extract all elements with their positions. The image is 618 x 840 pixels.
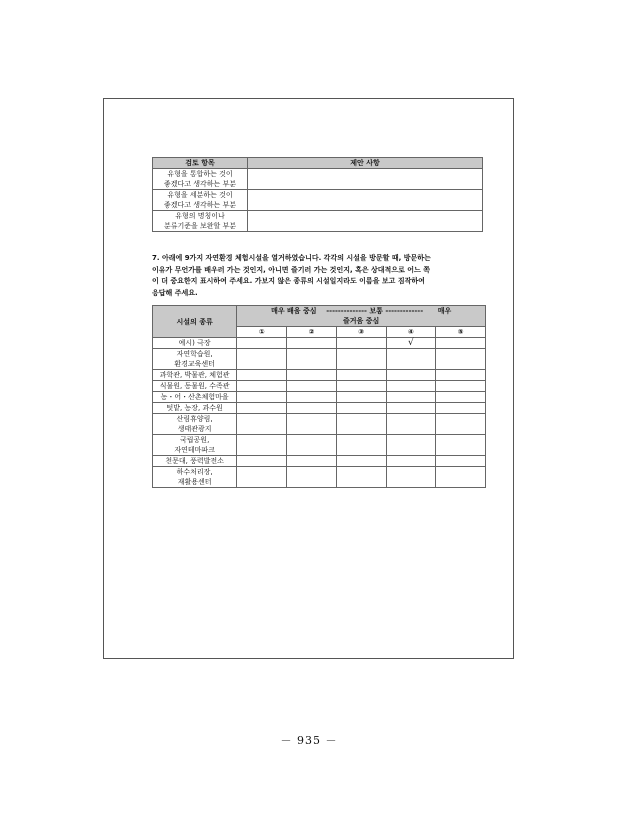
facility-row bbox=[153, 349, 486, 370]
rating-cell-2[interactable] bbox=[287, 403, 337, 414]
facility-row bbox=[153, 381, 486, 392]
facility-name-text: 과학관, 박물관, 체험관 bbox=[159, 371, 230, 379]
review-item-text: 유형을 세분하는 것이 bbox=[167, 191, 233, 199]
rating-cell-1[interactable] bbox=[237, 403, 287, 414]
facility-header-label: 시설의 종류 bbox=[153, 306, 237, 338]
review-item-text: 좋겠다고 생각하는 부분 bbox=[163, 201, 237, 209]
rating-cell-3[interactable] bbox=[336, 414, 386, 435]
facility-row bbox=[153, 414, 486, 435]
rating-cell-3[interactable] bbox=[336, 381, 386, 392]
review-item-cell bbox=[153, 211, 248, 232]
review-header-suggestion: 제안 사항 bbox=[248, 158, 483, 169]
facility-row bbox=[153, 370, 486, 381]
facility-row bbox=[153, 467, 486, 488]
facility-name-text: 하수처리장, bbox=[176, 468, 213, 476]
rating-cell-4[interactable] bbox=[386, 456, 436, 467]
rating-cell-5[interactable] bbox=[436, 414, 486, 435]
scale-line-1: 매우 배움 중심 -------------- 보통 ------------- 매우 bbox=[271, 307, 452, 315]
rating-cell-3[interactable] bbox=[336, 435, 386, 456]
rating-cell-5[interactable] bbox=[436, 435, 486, 456]
rating-cell-4[interactable] bbox=[386, 414, 436, 435]
facility-row bbox=[153, 403, 486, 414]
scale-number-4: ④ bbox=[386, 327, 436, 338]
rating-cell-2[interactable] bbox=[287, 414, 337, 435]
rating-cell-3[interactable] bbox=[336, 456, 386, 467]
rating-cell-2[interactable] bbox=[287, 467, 337, 488]
scale-number-3: ③ bbox=[336, 327, 386, 338]
rating-cell-4[interactable] bbox=[386, 392, 436, 403]
question-line: 7. 아래에 9가지 자연환경 체험시설을 열거하였습니다. 각각의 시설을 방문할 때, 방문하는 bbox=[152, 254, 431, 262]
rating-cell-3[interactable] bbox=[336, 349, 386, 370]
rating-cell-4[interactable] bbox=[386, 349, 436, 370]
facility-row bbox=[153, 456, 486, 467]
rating-cell-4[interactable] bbox=[386, 338, 436, 349]
facility-name-text: 환경교육센터 bbox=[174, 360, 215, 368]
rating-cell-2[interactable] bbox=[287, 435, 337, 456]
facility-name-cell bbox=[153, 370, 237, 381]
scale-number-1: ① bbox=[237, 327, 287, 338]
facility-name-text: 텃밭, 농장, 과수원 bbox=[166, 404, 223, 412]
review-row bbox=[153, 169, 483, 190]
question-line: 이유가 무언가를 배우러 가는 것인지, 아니면 즐기러 가는 것인지, 혹은 상대적으로 어느 쪽 bbox=[152, 265, 430, 274]
rating-cell-5[interactable] bbox=[436, 456, 486, 467]
rating-cell-4[interactable] bbox=[386, 403, 436, 414]
review-item-cell bbox=[153, 169, 248, 190]
rating-cell-1[interactable] bbox=[237, 392, 287, 403]
review-item-text: 유형의 명칭이나 bbox=[175, 212, 225, 220]
rating-cell-4[interactable] bbox=[386, 370, 436, 381]
rating-cell-5[interactable] bbox=[436, 403, 486, 414]
rating-cell-5[interactable] bbox=[436, 467, 486, 488]
facility-name-cell bbox=[153, 414, 237, 435]
rating-cell-1[interactable] bbox=[237, 467, 287, 488]
facility-name-cell bbox=[153, 392, 237, 403]
facility-name-cell bbox=[153, 467, 237, 488]
rating-cell-1[interactable] bbox=[237, 456, 287, 467]
facility-name-cell bbox=[153, 403, 237, 414]
rating-cell-3[interactable] bbox=[336, 370, 386, 381]
facility-name-text: 산림휴양림, bbox=[176, 415, 213, 423]
rating-cell-2[interactable] bbox=[287, 338, 337, 349]
rating-cell-1[interactable] bbox=[237, 381, 287, 392]
facility-name-text: 자연테마파크 bbox=[174, 446, 215, 454]
rating-cell-1[interactable] bbox=[237, 414, 287, 435]
review-row bbox=[153, 190, 483, 211]
review-suggestion-cell[interactable] bbox=[248, 211, 483, 232]
review-item-text: 분류기준을 보완할 부분 bbox=[163, 222, 237, 230]
rating-cell-5[interactable] bbox=[436, 392, 486, 403]
facility-name-text: 재활용센터 bbox=[177, 478, 212, 486]
facility-name-cell bbox=[153, 349, 237, 370]
rating-cell-3[interactable] bbox=[336, 403, 386, 414]
review-item-cell bbox=[153, 190, 248, 211]
rating-cell-1[interactable] bbox=[237, 370, 287, 381]
review-item-text: 좋겠다고 생각하는 부분 bbox=[163, 180, 237, 188]
rating-cell-5[interactable] bbox=[436, 370, 486, 381]
rating-cell-3[interactable] bbox=[336, 338, 386, 349]
review-item-text: 유형을 통합하는 것이 bbox=[167, 170, 233, 178]
review-table bbox=[152, 157, 483, 232]
facility-row bbox=[153, 435, 486, 456]
facility-name-cell bbox=[153, 435, 237, 456]
rating-cell-2[interactable] bbox=[287, 370, 337, 381]
rating-cell-2[interactable] bbox=[287, 349, 337, 370]
facility-row bbox=[153, 392, 486, 403]
rating-cell-1[interactable] bbox=[237, 435, 287, 456]
review-suggestion-cell[interactable] bbox=[248, 190, 483, 211]
rating-cell-2[interactable] bbox=[287, 392, 337, 403]
facility-name-text: 천문대, 풍력발전소 bbox=[165, 457, 224, 465]
facility-name-text: 생태관광지 bbox=[177, 425, 212, 433]
review-row bbox=[153, 211, 483, 232]
facility-name-cell bbox=[153, 338, 237, 349]
scale-line-2: 즐거움 중심 bbox=[343, 317, 380, 325]
rating-cell-5[interactable] bbox=[436, 338, 486, 349]
rating-cell-1[interactable] bbox=[237, 349, 287, 370]
rating-cell-4[interactable] bbox=[386, 467, 436, 488]
facility-name-cell bbox=[153, 456, 237, 467]
page-number: － 935 － bbox=[280, 734, 338, 747]
scale-number-2: ② bbox=[287, 327, 337, 338]
facility-table bbox=[152, 305, 486, 488]
rating-cell-5[interactable] bbox=[436, 381, 486, 392]
facility-name-text: 농・어・산촌체험마을 bbox=[160, 393, 229, 401]
review-suggestion-cell[interactable] bbox=[248, 169, 483, 190]
rating-cell-2[interactable] bbox=[287, 456, 337, 467]
check-mark-icon: √ bbox=[408, 338, 414, 348]
facility-name-text: 국립공원, bbox=[180, 436, 210, 444]
rating-cell-4[interactable] bbox=[386, 381, 436, 392]
facility-row bbox=[153, 338, 486, 349]
rating-cell-3[interactable] bbox=[336, 467, 386, 488]
scale-header bbox=[237, 306, 486, 327]
rating-cell-1[interactable] bbox=[237, 338, 287, 349]
rating-cell-5[interactable] bbox=[436, 349, 486, 370]
question-line: 응답해 주세요. bbox=[152, 288, 198, 297]
rating-cell-4[interactable] bbox=[386, 435, 436, 456]
question-7 bbox=[152, 253, 486, 299]
scale-number-5: ⑤ bbox=[436, 327, 486, 338]
rating-cell-3[interactable] bbox=[336, 392, 386, 403]
facility-name-text: 자연학습원, bbox=[176, 350, 213, 358]
facility-name-cell bbox=[153, 381, 237, 392]
review-header-item: 검토 항목 bbox=[153, 158, 248, 169]
rating-cell-2[interactable] bbox=[287, 381, 337, 392]
facility-name-text: 식물원, 동물원, 수족관 bbox=[159, 382, 230, 390]
facility-name-text: 예시) 극장 bbox=[178, 339, 211, 347]
question-line: 이 더 중요한지 표시하여 주세요. 가보지 않은 종류의 시설일지라도 이름을 보고 짐작하여 bbox=[152, 277, 425, 285]
